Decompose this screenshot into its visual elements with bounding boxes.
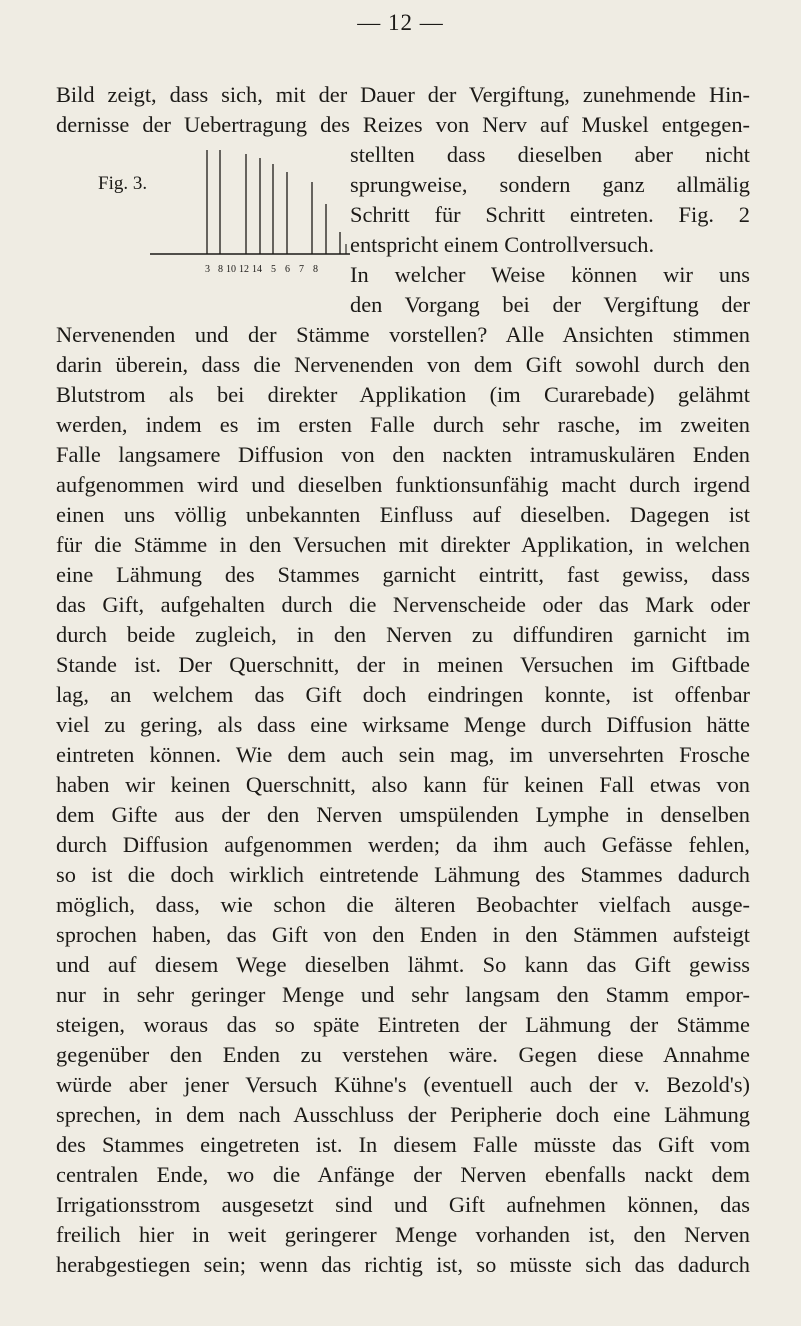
text-line: Irrigationsstrom ausgesetzt sind und Gift aufnehmen können, das (56, 1192, 750, 1217)
text-line: In welcher Weise können wir uns (350, 262, 750, 287)
text-line: werden, indem es im ersten Falle durch sehr rasche, im zweiten (56, 412, 750, 437)
text-line: würde aber jener Versuch Kühne's (eventuell auch der v. Bezold's) (56, 1072, 750, 1097)
tick-label: 12 (239, 264, 249, 275)
text-line: einen uns völlig unbekannten Einfluss auf dieselben. Dagegen ist (56, 502, 750, 527)
text-line: gegenüber den Enden zu verstehen wäre. Gegen diese Annahme (56, 1042, 750, 1067)
text-line: durch beide zugleich, in den Nerven zu diffundiren garnicht im (56, 622, 750, 647)
tick-label: 8 (313, 264, 318, 275)
text-line: steigen, woraus das so späte Eintreten der Lähmung der Stämme (56, 1012, 750, 1037)
text-line: das Gift, aufgehalten durch die Nervenscheide oder das Mark oder (56, 592, 750, 617)
tick-label: 10 (226, 264, 236, 275)
text-line: Stande ist. Der Querschnitt, der in meinen Versuchen im Giftbade (56, 652, 750, 677)
text-line: haben wir keinen Querschnitt, also kann für keinen Fall etwas von (56, 772, 750, 797)
text-line: für die Stämme in den Versuchen mit direkter Applikation, in welchen (56, 532, 750, 557)
text-line: durch Diffusion aufgenommen werden; da ihm auch Gefässe fehlen, (56, 832, 750, 857)
page-number: — 12 — (357, 10, 444, 35)
tick-label: 6 (285, 264, 290, 275)
text-line: stellten dass dieselben aber nicht (350, 142, 750, 167)
text-line: Bild zeigt, dass sich, mit der Dauer der Vergiftung, zunehmende Hin- (56, 82, 750, 107)
text-line: entspricht einem Controllversuch. (350, 232, 655, 257)
text-line: viel zu gering, als dass eine wirksame Menge durch Diffusion hätte (56, 712, 750, 737)
text-line: eintreten können. Wie dem auch sein mag, im unversehrten Frosche (56, 742, 750, 767)
text-line: herabgestiegen sein; wenn das richtig ist, so müsste sich das dadurch (56, 1252, 750, 1277)
text-line: den Vorgang bei der Vergiftung der (350, 292, 750, 317)
text-line: dernisse der Uebertragung des Reizes von Nerv auf Muskel entgegen- (56, 112, 750, 137)
text-line: so ist die doch wirklich eintretende Lähmung des Stammes dadurch (56, 862, 750, 887)
text-line: Blutstrom als bei direkter Applikation (im Curarebade) gelähmt (56, 382, 750, 407)
tick-label: 3 (205, 264, 210, 275)
text-line: des Stammes eingetreten ist. In diesem Falle müsste das Gift vom (56, 1132, 750, 1157)
text-line: sprechen, in dem nach Ausschluss der Peripherie doch eine Lähmung (56, 1102, 750, 1127)
text-line: lag, an welchem das Gift doch eindringen konnte, ist offenbar (56, 682, 750, 707)
text-line: darin überein, dass die Nervenenden von dem Gift sowohl durch den (56, 352, 750, 377)
text-line: eine Lähmung des Stammes garnicht eintritt, fast gewiss, dass (56, 562, 750, 587)
text-line: und auf diesem Wege dieselben lähmt. So kann das Gift gewiss (56, 952, 750, 977)
text-line: freilich hier in weit geringerer Menge vorhanden ist, den Nerven (56, 1222, 750, 1247)
text-line: sprungweise, sondern ganz allmälig (350, 172, 750, 197)
tick-label: 14 (252, 264, 262, 275)
text-line: dem Gifte aus der den Nerven umspülenden Lymphe in denselben (56, 802, 750, 827)
tick-label: 8 (218, 264, 223, 275)
text-line: aufgenommen wird und dieselben funktionsunfähig macht durch irgend (56, 472, 750, 497)
tick-label: 7 (299, 264, 304, 275)
text-line: Falle langsamere Diffusion von den nackten intramuskulären Enden (56, 442, 750, 467)
text-line: centralen Ende, wo die Anfänge der Nerven ebenfalls nackt dem (56, 1162, 750, 1187)
text-line: Nervenenden und der Stämme vorstellen? Alle Ansichten stimmen (56, 322, 750, 347)
text-line: möglich, dass, wie schon die älteren Beobachter vielfach ausge- (56, 892, 750, 917)
tick-label: 5 (271, 264, 276, 275)
text-line: Schritt für Schritt eintreten. Fig. 2 (350, 202, 750, 227)
figure-label: Fig. 3. (98, 173, 148, 194)
text-line: sprochen haben, das Gift von den Enden in den Stämmen aufsteigt (56, 922, 750, 947)
text-line: nur in sehr geringer Menge und sehr langsam den Stamm empor- (56, 982, 750, 1007)
